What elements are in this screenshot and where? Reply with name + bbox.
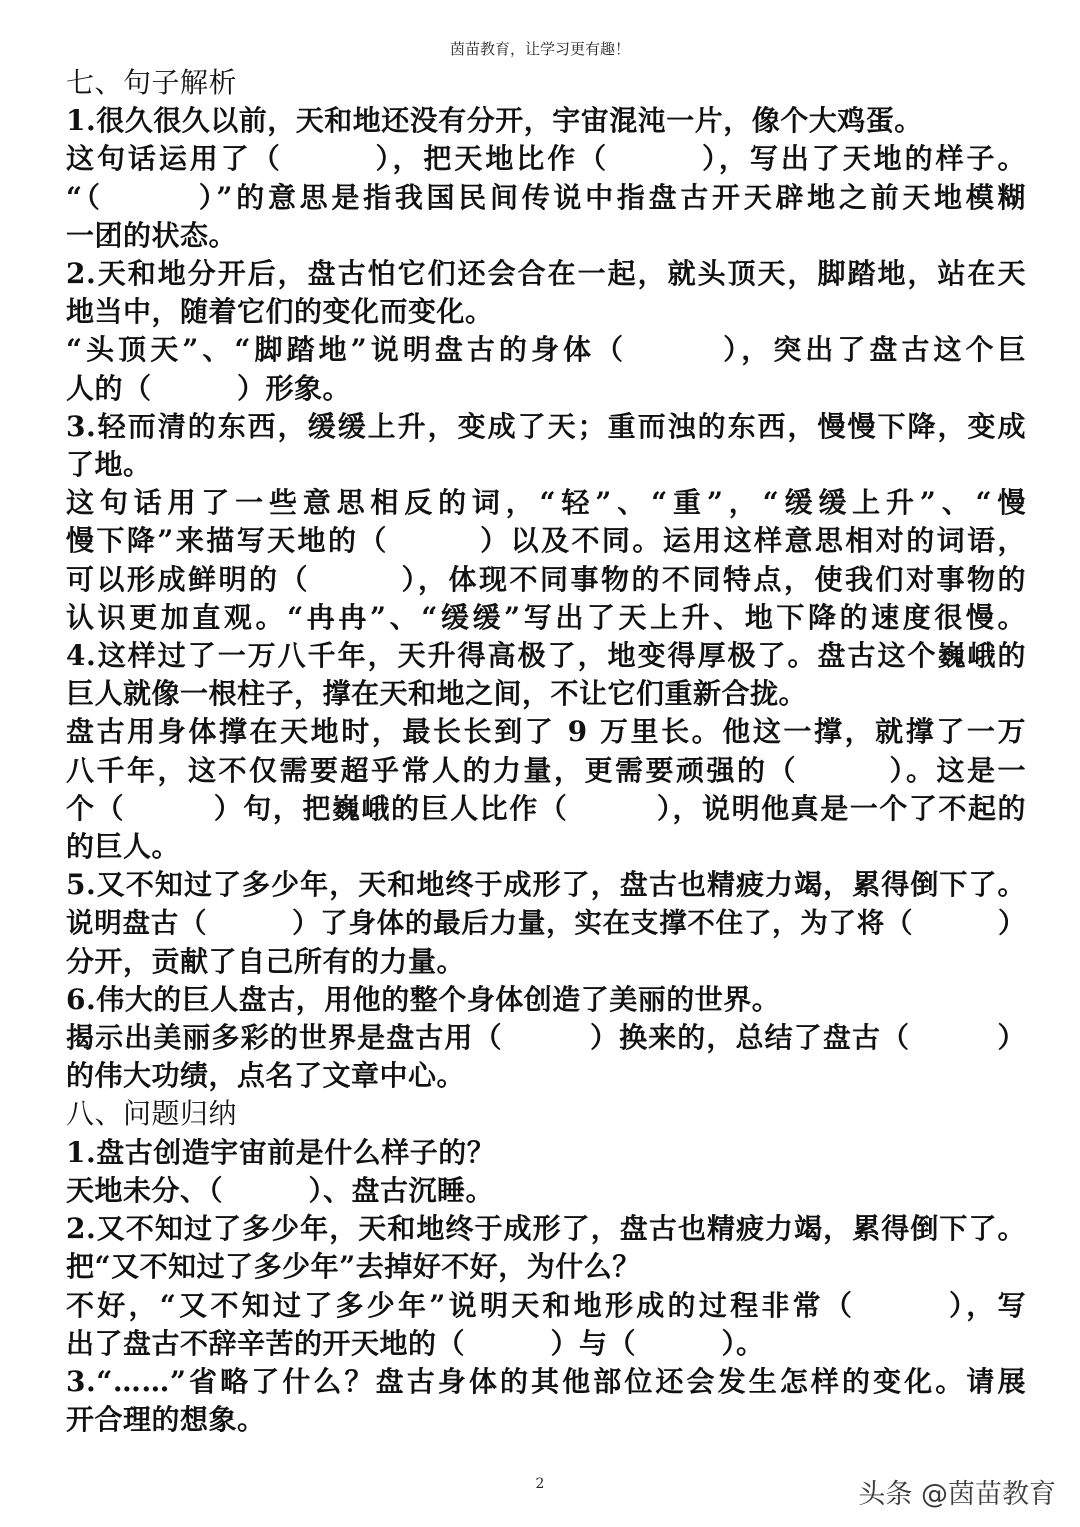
text-line: 4.这样过了一万八千年，天升得高极了，地变得厚极了。盘古这个巍峨的 (66, 639, 1026, 673)
text-line: 个（ ）句，把巍峨的巨人比作（ ），说明他真是一个了不起的 (66, 791, 1026, 825)
text-line: 不好，“又不知过了多少年”说明天和地形成的过程非常（ ），写 (66, 1288, 1026, 1322)
text-line: 5.又不知过了多少年，天和地终于成形了，盘古也精疲力竭，累得倒下了。 (66, 868, 1026, 902)
text-line: 说明盘古（ ）了身体的最后力量，实在支撑不住了，为了将（ ） (66, 907, 1026, 940)
text-line: 把“又不知过了多少年”去掉好不好，为什么？ (66, 1250, 641, 1284)
text-line: 可以形成鲜明的（ ），体现不同事物的不同特点，使我们对事物的 (66, 562, 1026, 596)
text-line: 1.盘古创造宇宙前是什么样子的？ (66, 1135, 496, 1169)
text-line: 2.天和地分开后，盘古怕它们还会合在一起，就头顶天，脚踏地，站在天 (66, 257, 1026, 291)
section-heading: 七、句子解析 (66, 66, 238, 99)
text-line: 天地未分、（ ）、盘古沉睡。 (66, 1173, 495, 1207)
text-line: 2.又不知过了多少年，天和地终于成形了，盘古也精疲力竭，累得倒下了。 (66, 1212, 1026, 1246)
text-line: 1.很久很久以前，天和地还没有分开，宇宙混沌一片，像个大鸡蛋。 (66, 104, 923, 138)
text-line: 的伟大功绩，点名了文章中心。 (66, 1059, 466, 1093)
text-line: 的巨人。 (66, 830, 181, 864)
text-line: 这句话用了一些意思相反的词，“轻”、“重”，“缓缓上升”、“慢 (66, 486, 1026, 520)
text-line: 一团的状态。 (66, 218, 238, 252)
text-line: 3.“……”省略了什么？盘古身体的其他部位还会发生怎样的变化。请展 (66, 1364, 1026, 1398)
section-heading: 八、问题归纳 (66, 1097, 238, 1131)
text-line: 出了盘古不辞辛苦的开天地的（ ）与（ ）。 (66, 1326, 765, 1360)
text-line: 6.伟大的巨人盘古，用他的整个身体创造了美丽的世界。 (66, 982, 781, 1016)
page-header: 茵苗教育，让学习更有趣！ (449, 40, 630, 58)
text-line: 人的（ ）形象。 (66, 371, 352, 405)
text-line: 八千年，这不仅需要超乎常人的力量，更需要顽强的（ ）。这是一 (66, 753, 1026, 787)
watermark-text: 头条 @茵苗教育 (858, 1479, 1056, 1510)
text-line: 3.轻而清的东西，缓缓上升，变成了天；重而浊的东西，慢慢下降，变成 (66, 409, 1026, 443)
text-line: 巨人就像一根柱子，撑在天和地之间，不让它们重新合拢。 (66, 677, 808, 711)
text-line: 慢下降”来描写天地的（ ）以及不同。运用这样意思相对的词语， (66, 524, 1026, 558)
document-body (66, 64, 1026, 1439)
text-line: “（ ）”的意思是指我国民间传说中指盘古开天辟地之前天地模糊 (66, 180, 1026, 214)
text-line: 分开，贡献了自己所有的力量。 (66, 944, 466, 978)
text-line: 了地。 (66, 448, 152, 482)
text-line: 地当中，随着它们的变化而变化。 (66, 295, 494, 329)
text-line: 认识更加直观。“冉冉”、“缓缓”写出了天上升、地下降的速度很慢。 (66, 600, 1026, 634)
page-number: 2 (535, 1476, 545, 1492)
text-line: 开合理的想象。 (66, 1403, 266, 1437)
text-line: 盘古用身体撑在天地时，最长长到了 9 万里长。他这一撑，就撑了一万 (66, 715, 1026, 749)
text-line: “头顶天”、“脚踏地”说明盘古的身体（ ），突出了盘古这个巨 (66, 333, 1026, 367)
text-line: 这句话运用了（ ），把天地比作（ ），写出了天地的样子。 (66, 142, 1026, 176)
text-line: 揭示出美丽多彩的世界是盘古用（ ）换来的，总结了盘古（ ） (66, 1021, 1026, 1055)
